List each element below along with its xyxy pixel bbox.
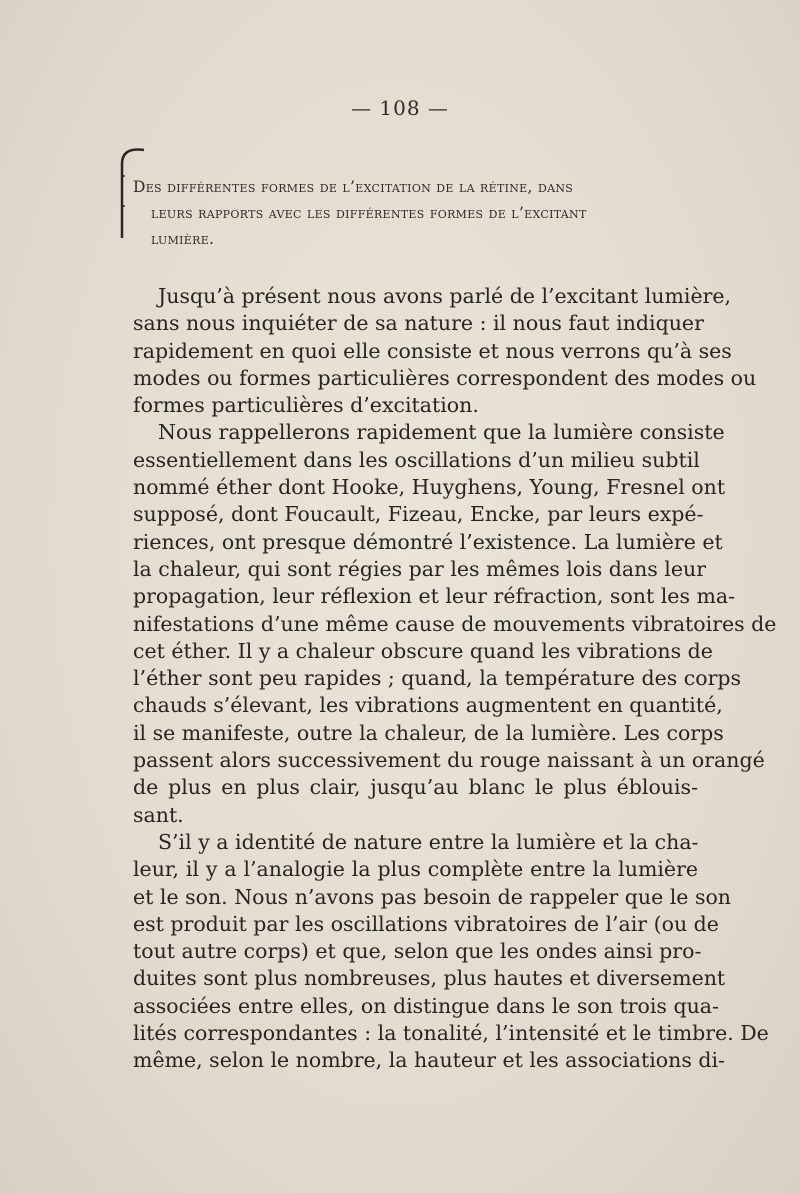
- text-line: nommé éther dont Hooke, Huyghens, Young, Fresnel ont: [133, 475, 726, 500]
- text-line: tout autre corps) et que, selon que les ondes ainsi pro-: [133, 939, 702, 964]
- section-heading: [133, 174, 713, 252]
- text-line: lités correspondantes : la tonalité, l’intensité et le timbre. De: [133, 1021, 769, 1046]
- text-line: S’il y a identité de nature entre la lumière et la cha-: [158, 829, 699, 854]
- text-line: est produit par les oscillations vibratoires de l’air (ou de: [133, 911, 719, 936]
- text-line: leur, il y a l’analogie la plus complète entre la lumière: [133, 857, 698, 882]
- text-line: et le son. Nous n’avons pas besoin de rappeler que le son: [133, 884, 732, 909]
- text-line: sans nous inquiéter de sa nature : il nous faut indiquer: [133, 311, 704, 336]
- text-line: associées entre elles, on distingue dans le son trois qua-: [133, 993, 719, 1018]
- text-line: Nous rappellerons rapidement que la lumière consiste: [158, 420, 725, 445]
- page-number: — 108 —: [351, 96, 449, 120]
- text-line: formes particulières d’excitation.: [133, 393, 479, 418]
- text-line: nifestations d’une même cause de mouvements vibratoires de: [133, 611, 777, 636]
- text-line: duites sont plus nombreuses, plus hautes et diversement: [133, 966, 726, 991]
- text-line: de plus en plus clair, jusqu’au blanc le plus éblouis-: [133, 775, 698, 800]
- text-line: la chaleur, qui sont régies par les mêmes lois dans leur: [133, 556, 706, 581]
- heading-line: Des différentes formes de l’excitation de la rétine, dans: [133, 178, 574, 196]
- text-line: sant.: [133, 802, 184, 827]
- text-line: propagation, leur réflexion et leur réfraction, sont les ma-: [133, 584, 736, 609]
- text-line: chauds s’élevant, les vibrations augmentent en quantité,: [133, 693, 723, 718]
- text-line: essentiellement dans les oscillations d’un milieu subtil: [133, 447, 700, 472]
- text-line: supposé, dont Foucault, Fizeau, Encke, par leurs expé-: [133, 502, 704, 527]
- text-line: modes ou formes particulières correspondent des modes ou: [133, 365, 757, 390]
- heading-line: leurs rapports avec les différentes formes de l’excitant: [151, 204, 587, 222]
- text-line: rapidement en quoi elle consiste et nous verrons qu’à ses: [133, 338, 732, 363]
- text-line: il se manifeste, outre la chaleur, de la lumière. Les corps: [133, 720, 724, 745]
- text-line: riences, ont presque démontré l’existence. La lumière et: [133, 529, 723, 554]
- text-line: passent alors successivement du rouge naissant à un orangé: [133, 748, 765, 773]
- text-line: cet éther. Il y a chaleur obscure quand les vibrations de: [133, 638, 713, 663]
- text-line: même, selon le nombre, la hauteur et les associations di-: [133, 1048, 725, 1073]
- heading-line: lumière.: [151, 230, 215, 248]
- body-text: [133, 283, 777, 1075]
- text-line: Jusqu’à présent nous avons parlé de l’excitant lumière,: [158, 284, 732, 308]
- text-line: l’éther sont peu rapides ; quand, la température des corps: [133, 666, 742, 691]
